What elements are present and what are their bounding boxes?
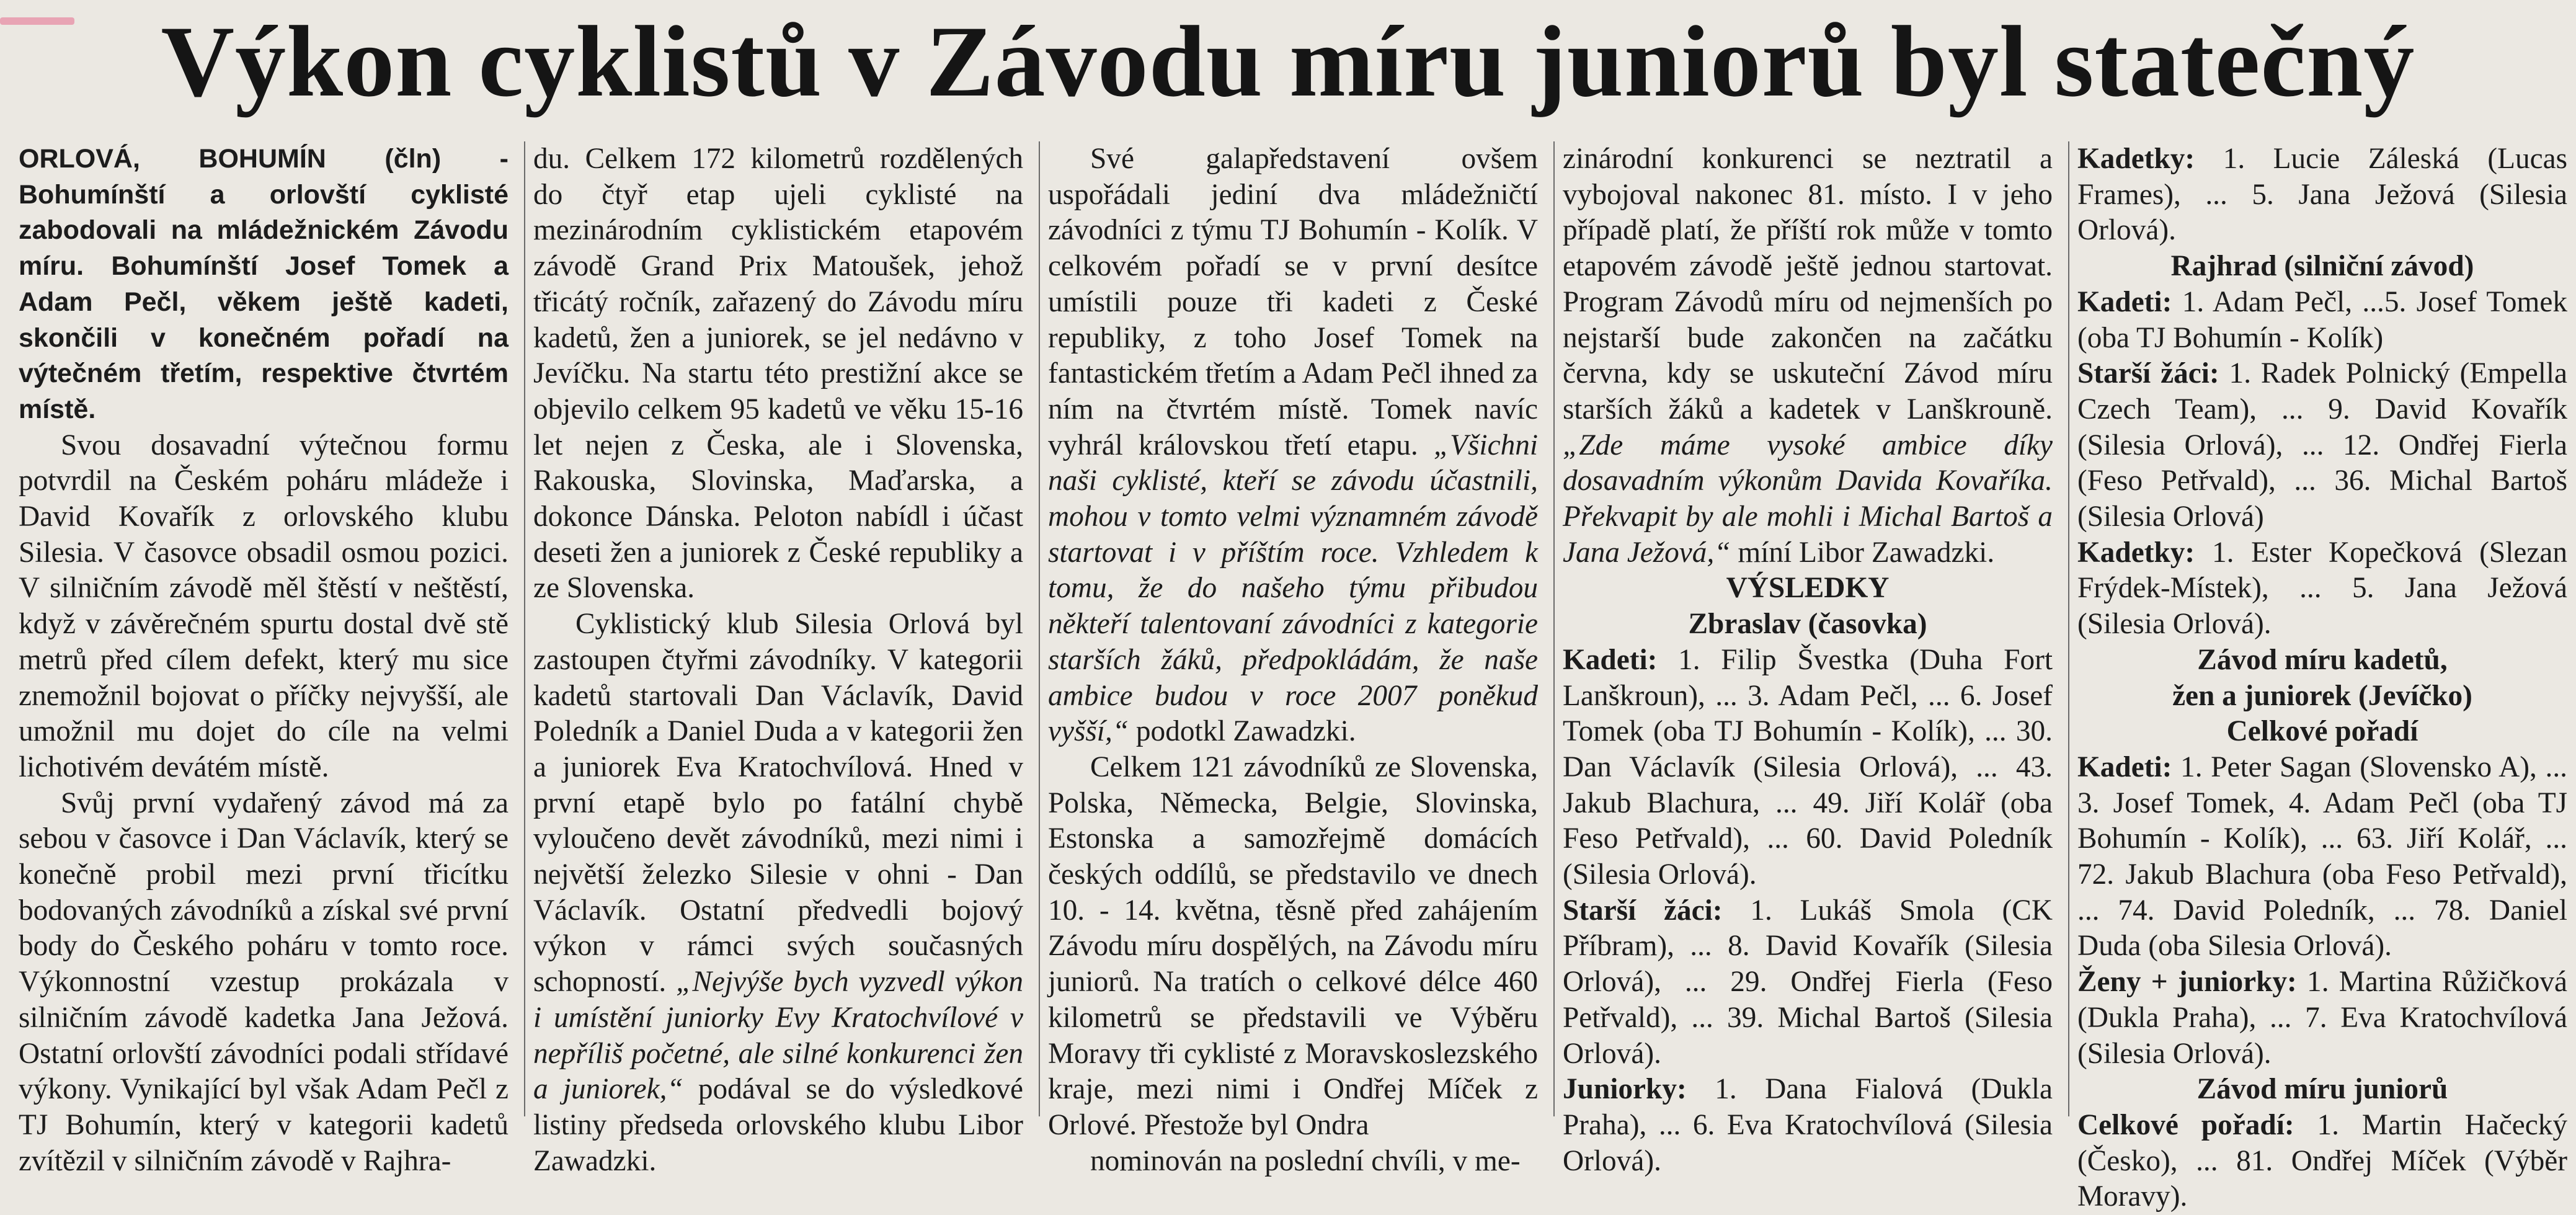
result-entry bbox=[1563, 643, 2053, 893]
result-text: 1. Ester Kopečková (Slezan Frýdek-Místek), ... 5. Jana Ježová (Silesia Orlová). bbox=[2077, 536, 2567, 641]
paragraph-text: míní Libor Zawadzki. bbox=[1738, 536, 1995, 569]
result-text: 1. Martina Růžičková (Dukla Praha), ... 7. Eva Kratochvílová (Silesia Orlová). bbox=[2077, 966, 2567, 1070]
result-category: Kadetky: bbox=[2077, 536, 2195, 569]
paragraph: Celkem 121 závodníků ze Slovenska, Polska, Německa, Belgie, Slovinska, Estonska a samozřejmě domácích českých oddílů, se představilo ve dnech 10. - 14. května, těsně před zahájením Závodu míru dospělých, na Závodu míru juniorů. Na tratích o celkové délce 460 kilometrů se představili ve Výběru Moravy tři cyklisté z Moravskoslezského kraje, mezi nimi i Ondřej Míček z Orlové. Přestože byl Ondra bbox=[1048, 750, 1538, 1141]
paragraph: nominován na poslední chvíli, v me- bbox=[1090, 1144, 1521, 1177]
result-entry bbox=[2077, 964, 2567, 1072]
paragraph-text: zinárodní konkurenci se neztratil a vybojoval nakonec 81. místo. I v jeho případě platí, že příští rok může v tomto etapovém závodě ještě jednou startovat. Program Závodů míru od nejmenších po nejstarší bude zakončen na začátku června, kdy se uskuteční Závod míru starších žáků a kadetek v Lanškrouně. bbox=[1563, 143, 2053, 425]
paragraph: Svůj první vydařený závod má za sebou v časovce i Dan Václavík, který se konečně probil mezi první třicítku bodovaných závodníků a získal své první body do Českého poháru v tomto roce. Výkonnostní vzestup prokázala v silničním závodě kadetka Jana Ježová. Ostatní orlovští závodníci podali střídavé výkony. Vynikající byl však Adam Pečl z TJ Bohumín, který v kategorii kadetů zvítězil v silničním závodě v Rajhra- bbox=[19, 786, 509, 1177]
lead-paragraph: ORLOVÁ, BOHUMÍN (čln) - Bohumínští a orlovští cyklisté zabodovali na mládežnickém Závodu míru. Bohumínští Josef Tomek a Adam Pečl, věkem ještě kadeti, skončili v konečném pořadí na výtečném třetím, respektive čtvrtém místě. bbox=[19, 144, 509, 424]
result-entry bbox=[1563, 893, 2053, 1072]
result-text: 1. Adam Pečl, ...5. Josef Tomek (oba TJ Bohumín - Kolík) bbox=[2077, 285, 2567, 354]
result-text: 1. Martin Hačecký (Česko), ... 81. Ondřej Míček (Výběr Moravy). bbox=[2077, 1108, 2567, 1213]
column-2 bbox=[533, 141, 1024, 1177]
quote: „Všichni naši cyklisté, kteří se závodu účastnili, mohou v tomto velmi významném závodě startovat i v příštím roce. Vzhledem k tomu, že do našeho týmu přibudou někteří talentovaní závodníci z kategorie starších žáků, předpokládám, že naše ambice budou v roce 2007 poněkud vyšší,“ bbox=[1048, 429, 1538, 748]
results-subheading: žen a juniorek (Jevíčko) bbox=[2172, 679, 2472, 712]
paragraph: Svou dosavadní výtečnou formu potvrdil na Českém poháru mládeže i David Kovařík z orlovského klubu Silesia. V časovce obsadil osmou pozici. V silničním závodě měl štěstí v neštěstí, když v závěrečném spurtu dostal dvě stě metrů před cílem defekt, který mu sice znemožnil bojovat o příčky nejvyšší, ale umožnil mu dojet do cíle na velmi lichotivém devátém místě. bbox=[19, 429, 509, 783]
column-4 bbox=[1563, 141, 2053, 1177]
column-5 bbox=[2077, 141, 2568, 1213]
article-body bbox=[19, 141, 2568, 1213]
column-1 bbox=[19, 141, 509, 1177]
result-category: Kadeti: bbox=[2077, 285, 2172, 318]
result-category: Kadeti: bbox=[2077, 750, 2172, 783]
result-entry bbox=[2077, 285, 2567, 356]
results-subheading: Zbraslav (časovka) bbox=[1688, 608, 1927, 641]
result-entry bbox=[2077, 535, 2567, 643]
result-category: Kadeti: bbox=[1563, 643, 1658, 676]
paragraph bbox=[533, 607, 1023, 1179]
paragraph bbox=[1048, 141, 1538, 750]
headline: Výkon cyklistů v Závodu míru juniorů byl statečný bbox=[161, 6, 2415, 118]
result-category: Celkové pořadí: bbox=[2077, 1108, 2294, 1141]
results-subheading: Rajhrad (silniční závod) bbox=[2170, 250, 2474, 283]
result-entry bbox=[2077, 356, 2567, 535]
results-subheading: Závod míru kadetů, bbox=[2197, 643, 2448, 676]
result-category: Starší žáci: bbox=[2077, 357, 2219, 390]
paragraph bbox=[1563, 141, 2053, 571]
result-entry bbox=[1563, 1072, 2053, 1179]
result-category: Starší žáci: bbox=[1563, 894, 1723, 927]
result-text: 1. Filip Švestka (Duha Fort Lanškroun), ... 3. Adam Pečl, ... 6. Josef Tomek (oba TJ Bohumín - Kolík), ... 30. Dan Václavík (Silesia Orlová), ... 43. Jakub Blachura, ... 49. Jiří Kolář (oba Feso Petřvald), ... 60. David Poledník (Silesia Orlová). bbox=[1563, 643, 2053, 891]
paragraph-text: Své galapředstavení ovšem uspořádali jediní dva mládežničtí závodníci z týmu TJ Bohumín - Kolík. V celkovém pořadí se v první desítce umístili pouze tři kadeti z České republiky, z toho Josef Tomek na fantastickém třetím a Adam Pečl ihned za ním na čtvrtém místě. Tomek navíc vyhrál královskou třetí etapu. bbox=[1048, 143, 1538, 461]
result-category: Ženy + juniorky: bbox=[2077, 966, 2297, 999]
result-text: 1. Lucie Záleská (Lucas Frames), ... 5. Jana Ježová (Silesia Orlová). bbox=[2077, 143, 2567, 247]
paragraph: du. Celkem 172 kilometrů rozdělených do čtyř etap ujeli cyklisté na mezinárodním cyklistickém etapovém závodě Grand Prix Matoušek, jehož třicátý ročník, zařazený do Závodu míru kadetů, žen a juniorek, se jel nedávno v Jevíčku. Na startu této prestižní akce se objevilo celkem 95 kadetů ve věku 15-16 let nejen z Česka, ale i Slovenska, Rakouska, Slovinska, Maďarska, a dokonce Dánska. Peloton nabídl i účast deseti žen a juniorek z České republiky a ze Slovenska. bbox=[533, 143, 1023, 605]
quote: „Zde máme vysoké ambice díky dosavadním výkonům Davida Kovaříka. Překvapit by ale mohli i Michal Bartoš a Jana Ježová,“ bbox=[1563, 429, 2053, 569]
result-text: 1. Lukáš Smola (CK Příbram), ... 8. David Kovařík (Silesia Orlová), ... 29. Ondřej Fierla (Feso Petřvald), ... 39. Michal Bartoš (Silesia Orlová). bbox=[1563, 894, 2053, 1070]
column-3 bbox=[1048, 141, 1538, 1177]
result-text: 1. Radek Polnický (Empella Czech Team), ... 9. David Kovařík (Silesia Orlová), ... 12. Ondřej Fierla (Feso Petřvald), ... 36. Michal Bartoš (Silesia Orlová) bbox=[2077, 357, 2568, 533]
paragraph-text: podotkl Zawadzki. bbox=[1135, 715, 1356, 748]
result-category: Juniorky: bbox=[1563, 1073, 1687, 1106]
results-subheading: Závod míru juniorů bbox=[2196, 1073, 2448, 1106]
result-entry bbox=[2077, 141, 2567, 249]
result-text: 1. Peter Sagan (Slovensko A), ... 3. Josef Tomek, 4. Adam Pečl (oba TJ Bohumín - Kolík), ... 63. Jiří Kolář, ... 72. Jakub Blachura (oba Feso Petřvald), ... 74. David Poledník, ... 78. Daniel Duda (oba Silesia Orlová). bbox=[2077, 750, 2567, 963]
paragraph-text: Cyklistický klub Silesia Orlová byl zastoupen čtyřmi závodníky. V kategorii kadetů startovali Dan Václavík, David Poledník a Daniel Duda a v kategorii žen a juniorek Eva Kratochvílová. Hned v první etapě bylo po fatální chybě vyloučeno devět závodníků, mezi nimi i největší železko Silesie v ohni - Dan Václavík. Ostatní předvedli bojový výkon v rámci svých současných schopností. bbox=[533, 608, 1023, 999]
results-subheading: Celkové pořadí bbox=[2226, 715, 2418, 748]
paragraph-text: podával se do výsledkové listiny předseda orlovského klubu Libor Zawadzki. bbox=[533, 1073, 1024, 1177]
result-entry bbox=[2077, 1108, 2567, 1215]
results-heading: VÝSLEDKY bbox=[1726, 572, 1890, 605]
result-text: 1. Dana Fialová (Dukla Praha), ... 6. Eva Kratochvílová (Silesia Orlová). bbox=[1563, 1073, 2053, 1177]
quote: „Nejvýše bych vyzvedl výkon i umístění juniorky Evy Kratochvílové v nepříliš početné, ale silné konkurenci žen a juniorek,“ bbox=[533, 966, 1023, 1106]
result-entry bbox=[2077, 750, 2567, 964]
result-category: Kadetky: bbox=[2077, 143, 2195, 175]
